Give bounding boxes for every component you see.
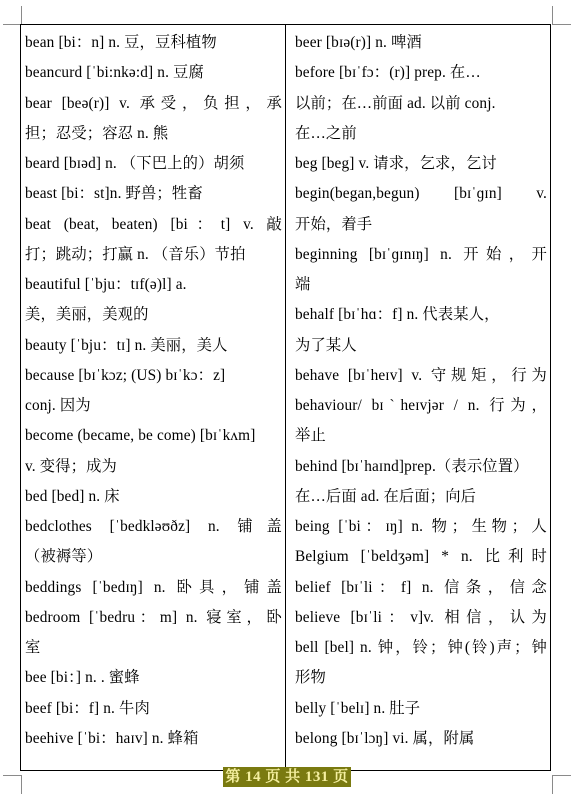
entry-line: believe [bɪˈli：v]v. 相信，认为 (295, 608, 547, 626)
entry-line: beauty [ˈbju：tɪ] n. 美丽，美人 (25, 336, 228, 354)
entry-line: v. 变得；成为 (25, 457, 117, 475)
entry-line: 在…后面 ad. 在后面；向后 (295, 487, 477, 505)
crop-mark-top-left (3, 6, 22, 25)
entry-line: beast [bi：st]n. 野兽；牲畜 (25, 185, 203, 203)
entry-line: （被褥等） (25, 548, 103, 566)
entry-line: bean [bi：n] n. 豆，豆科植物 (25, 34, 217, 51)
entry-line: beg [beg] v. 请求，乞求，乞讨 (295, 155, 497, 172)
entry-line: 举止 (295, 427, 326, 445)
entry-line: behave [bɪˈheɪv] v. 守规矩，行为 (295, 366, 547, 384)
entry-line: 室 (25, 639, 41, 656)
entry-line: bedclothes [ˈbedkləʊðz] n. 铺盖 (25, 518, 282, 535)
entry-line: beehive [ˈbi：haɪv] n. 蜂箱 (25, 729, 199, 747)
entry-line: bee [bi：] n. . 蜜蜂 (25, 669, 140, 687)
entry-line: bed [bed] n. 床 (25, 487, 120, 505)
page-footer (0, 767, 574, 787)
vocabulary-table (20, 24, 551, 771)
entry-line: 为了某人 (295, 336, 357, 354)
entry-line: because [bɪˈkɔz; (US) bɪˈkɔ：z] (25, 366, 226, 384)
entry-line: Belgium [ˈbeldʒəm] * n. 比利时 (295, 548, 547, 566)
entry-line: bedroom [ˈbedru：m] n. 寝室，卧 (25, 608, 282, 626)
page-number-label: 第 14 页 共 131 页 (225, 769, 349, 785)
crop-mark-top-right (552, 6, 571, 25)
entry-line: beancurd [ˈbi:nkə:d] n. 豆腐 (25, 64, 204, 82)
entry-line: beddings [ˈbedɪŋ] n. 卧具，铺盖 (25, 578, 282, 596)
entry-line: beat (beat, beaten) [bi：t] v. 敲 (25, 215, 282, 233)
entry-line: conj. 因为 (25, 397, 91, 414)
right-column (286, 25, 550, 770)
entry-line: 以前；在…前面 ad. 以前 conj. (295, 94, 496, 112)
entry-line: become (became, be come) [bɪˈkʌm] (25, 427, 256, 445)
entry-line: belong [bɪˈlɔŋ] vi. 属，附属 (295, 729, 475, 747)
entry-line: begin(began,begun) [bɪˈɡɪn] v. (295, 185, 547, 203)
entry-line: being [ˈbi：ɪŋ] n. 物；生物；人 (295, 518, 547, 535)
entry-line: behind [bɪˈhaɪnd]prep.（表示位置） (295, 457, 529, 475)
entry-line: 美，美丽，美观的 (25, 306, 149, 324)
entry-line: bear [beə(r)] v. 承受，负担，承 (25, 94, 282, 112)
entry-line: beginning [bɪˈɡɪnɪŋ] n. 开始，开 (295, 245, 547, 263)
entry-line: 打；跳动；打赢 n. （音乐）节拍 (25, 245, 246, 263)
entry-line: 开始，着手 (295, 215, 373, 233)
left-column (21, 25, 286, 770)
entry-line: 形物 (295, 669, 326, 687)
entry-line: 在…之前 (295, 124, 357, 142)
entry-line: beef [bi：f] n. 牛肉 (25, 699, 150, 717)
entry-line: behaviour/ bɪˋheɪvjər / n. 行为， (295, 397, 547, 414)
entry-line: belly [ˈbelɪ] n. 肚子 (295, 699, 421, 717)
entry-line: beard [bɪəd] n. （下巴上的）胡须 (25, 155, 245, 172)
entry-line: 担；忍受；容忍 n. 熊 (25, 124, 169, 142)
entry-line: beautiful [ˈbju：tɪf(ə)l] a. (25, 276, 187, 293)
entry-line: belief [bɪˈli：f] n. 信条，信念 (295, 578, 547, 596)
entry-line: beer [bɪə(r)] n. 啤酒 (295, 34, 422, 51)
entry-line: bell [bel] n. 钟，铃；钟(铃)声；钟 (295, 639, 547, 656)
entry-line: 端 (295, 276, 311, 293)
entry-line: behalf [bɪˈhɑ：f] n. 代表某人， (295, 306, 500, 324)
entry-line: before [bɪˈfɔ：(r)] prep. 在… (295, 64, 481, 82)
